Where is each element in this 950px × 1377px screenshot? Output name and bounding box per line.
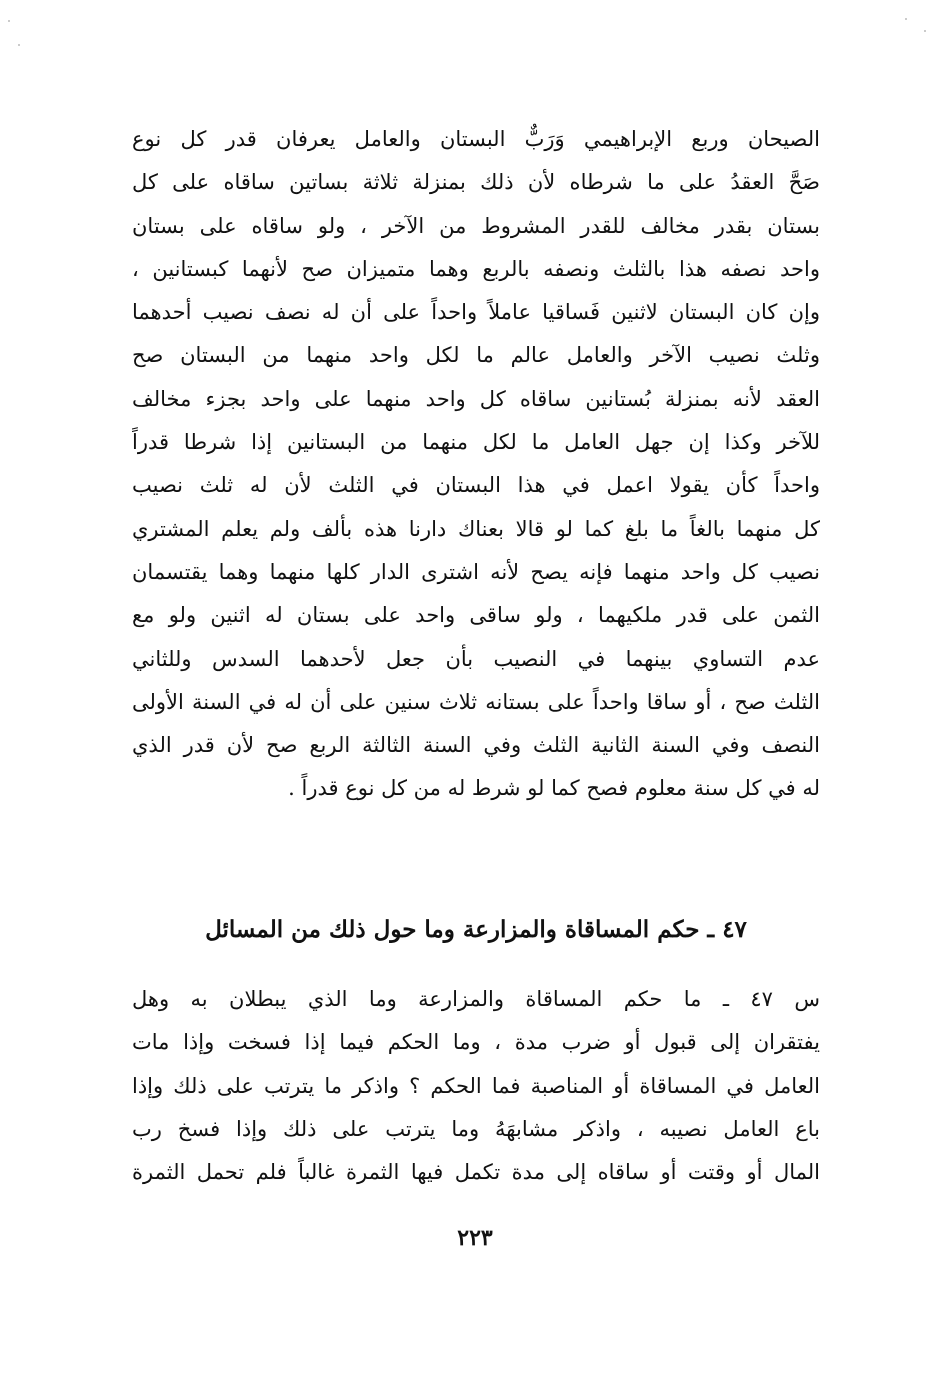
text-line: بستان بقدر مخالف للقدر المشروط من الآخر ، ولو ساقاه على بستان xyxy=(132,213,820,238)
text-line: نصيب كل واحد منهما فإنه يصح لأنه اشترى الدار كلها منهما وهما يقتسمان xyxy=(132,559,820,584)
question-line: العامل في المساقاة أو المناصبة فما الحكم ؟ واذكر ما يترتب على ذلك وإذا xyxy=(132,1073,820,1098)
text-line: له في كل سنة معلوم فصح كما لو شرط له من كل نوع قدراً . xyxy=(288,776,820,801)
question-line: يفتقران إلى قبول أو ضرب مدة ، وما الحكم فيما إذا فسخت وإذا مات xyxy=(132,1030,820,1055)
text-line: الثمن على قدر ملكيهما ، ولو ساقى واحد على بستان له اثنين ولو مع xyxy=(132,603,820,628)
text-line: وثلث نصيب الآخر والعامل عالم ما لكل واحد منهما من البستان صح xyxy=(132,343,820,368)
text-line: وإن كان البستان لاثنين فَساقيا عاملاً واحداً على أن له نصف نصيب أحدهما xyxy=(132,300,820,325)
text-line: كل منهما بالغاً ما بلغ كما لو قالا بعناك دارنا هذه بألف ولم يعلم المشتري xyxy=(132,516,820,541)
question-paragraph xyxy=(132,978,820,1194)
text-line: واحد نصفه هذا بالثلث ونصفه بالربع وهما متميزان صح لأنهما كبستانين ، xyxy=(132,256,820,281)
text-line: العقد لأنه بمنزلة بُستانين ساقاه كل واحد منهما على واحد بجزء مخالف xyxy=(132,386,820,411)
main-paragraph xyxy=(132,118,820,811)
text-line: عدم التساوي بينهما في النصيب بأن جعل لأحدهما السدس وللثاني xyxy=(132,646,820,671)
text-line: الثلث صح ، أو ساقا واحداً على بستانه ثلاث سنين على أن له في السنة الأولى xyxy=(132,689,820,714)
page-number: ٢٢٣ xyxy=(457,1225,493,1251)
text-line: للآخر وكذا إن جهل العامل ما لكل منهما من البستانين إذا شرطا قدراً xyxy=(132,430,820,455)
text-line: واحداً كأن يقولا اعمل في هذا البستان في الثلث لأن له ثلث نصيب xyxy=(132,473,820,498)
scan-speck xyxy=(18,44,20,46)
text-line: الصيحان وربع الإبراهيمي وَرَبٌّ البستان والعامل يعرفان قدر كل نوع xyxy=(132,127,820,151)
text-line: صَحَّ العقدُ على ما شرطاه لأن ذلك بمنزلة ثلاثة بساتين ساقاه على كل xyxy=(132,170,820,195)
question-line: باع العامل نصيبه ، واذكر مشابهَهُ وما يترتب على ذلك وإذا فسخ رب xyxy=(132,1116,820,1141)
scan-speck xyxy=(8,20,10,22)
section-heading: ٤٧ ـ حكم المساقاة والمزارعة وما حول ذلك من المسائل xyxy=(205,916,747,943)
question-line: س ٤٧ ـ ما حكم المساقاة والمزارعة وما الذي يبطلان به وهل xyxy=(132,987,820,1011)
text-line: النصف وفي السنة الثانية الثلث وفي السنة الثالثة الربع صح لأن قدر الذي xyxy=(132,733,820,758)
scan-speck xyxy=(905,18,907,20)
question-line: المال أو وقتت أو ساقاه إلى مدة تكمل فيها الثمرة غالباً فلم تحمل الثمرة xyxy=(132,1160,820,1185)
scan-speck xyxy=(924,30,926,32)
